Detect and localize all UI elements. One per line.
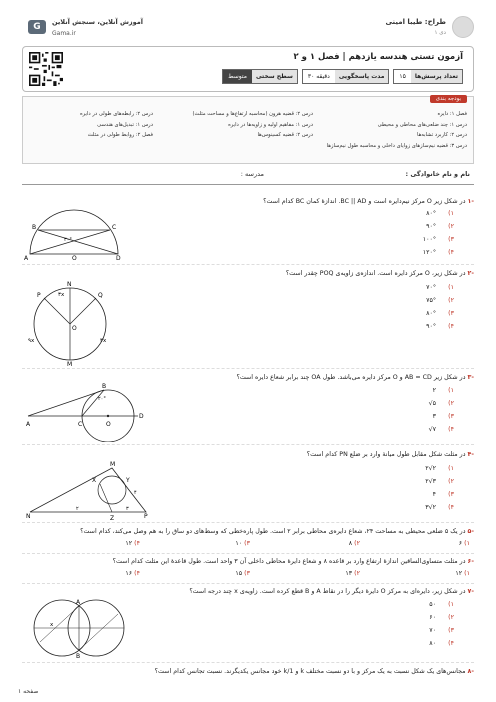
fig-label: ۲۰° [98,396,106,402]
option-value[interactable]: ۱۲ [455,570,463,577]
fig-label: P [144,513,148,520]
question-number: -۶ [467,558,474,565]
option-value[interactable]: ۱۲۰° [422,249,436,256]
question-number: -۲ [467,270,474,277]
fig-label: O [72,255,77,260]
fig-label: B [102,383,107,390]
option-value[interactable]: ۱۲ [125,540,133,547]
topic-item: درس ۲: کاربرد تشابه‌ها [416,132,467,138]
student-name-label[interactable]: نام و نام خانوادگی : [405,170,470,178]
topic-item: درس ۳: قضیه نیم‌سازهای زوایای داخلی و محاسبه طول نیم‌سازها [326,142,467,149]
fig-label: B [76,653,81,660]
question-text: در شکل زیر AB = CD و O مرکز دایره می‌باشد. طول OA چند برابر شعاع دایره است؟ [236,374,466,381]
fig-label: O [72,325,77,332]
fig-label: D [139,413,144,420]
question-number: -۱ [467,198,474,205]
fig-label: B [32,224,37,231]
chip-value: متوسط [223,70,252,83]
fig-label: A [26,421,31,428]
qr-code [29,52,63,86]
question-text: در شکل زیر، O مرکز دایره است. اندازه‌ی زاویه‌ی POQ چقدر است؟ [285,270,466,277]
gama-logo: G [28,20,46,34]
topic-item: درس ۲: رابطه‌های طولی در دایره [79,111,153,117]
option-value[interactable]: ۲√۲ [425,465,436,472]
figure-q7 [24,596,134,660]
fig-label: P [37,292,41,299]
option-value[interactable]: ۱۳ [345,570,353,577]
figure-q2 [28,280,112,366]
topic-item: درس ۱: مفاهیم اولیه و زاویه‌ها در دایره [228,121,313,128]
topic-item: درس ۲: قضیه هرون (محاسبه ارتفاع‌ها و مساحت مثلث) [192,111,313,117]
question-text: در شکل زیر O مرکز نیم‌دایره است و BC || AD. اندازهٔ کمان BC کدام است؟ [263,198,466,205]
question-8 [22,667,474,676]
fig-label: ۳۰° [64,237,72,243]
fig-label: A [24,255,29,260]
divider [22,184,474,185]
page-number: صفحه ۱ [18,688,39,695]
question-text: در مثلث متساوی‌الساقین اندازهٔ ارتفاع وارد بر قاعده ۸ و شعاع دایرهٔ محاطی داخلی آن ۳ واحد است. طول قاعدهٔ این مثلث کدام است؟ [112,558,466,565]
fig-label: Y [126,477,130,484]
option-value[interactable]: ۱۵ [235,570,243,577]
fig-label: ۴ [134,490,137,496]
fig-label: M [110,461,116,468]
fig-label: x [50,622,54,628]
question-count-chip [393,69,463,84]
question-text: در شکل زیر، دایره‌ای به مرکز O دایرهٔ دیگر را در نقاط A و B قطع کرده است. زاویه‌ی x چند درجه است؟ [189,588,466,595]
chip-key: سطح سختی [252,70,297,83]
fig-label: ۲ [76,506,79,512]
topic-item: درس ۱: تبدیل‌های هندسی [97,121,153,128]
fig-label: C [112,224,117,231]
option-4[interactable]: ۱۶ (۴ [125,570,140,577]
option-1[interactable]: ۶ (۱ [458,540,470,547]
fig-label: X [92,477,97,484]
question-3 [74,373,474,382]
option-value[interactable]: ۱۰۰° [422,236,436,243]
option-3[interactable]: ۱۰ (۳ [235,540,250,547]
question-1 [74,197,474,206]
question-4 [74,450,474,459]
option-value[interactable]: ۳ [432,413,436,420]
option-value[interactable]: ۵۰ [429,601,436,608]
topic-item: درس ۲: قضیه کسینوس‌ها [257,132,313,138]
author-name: طراح: طیبا امینی [385,18,446,26]
option-value[interactable]: ۷۵° [426,297,436,304]
options-4: ۲√۲ (۱ ۲√۳ (۲ ۴ (۳ ۳√۲ (۴ [414,462,474,514]
question-number: -۸ [467,668,474,675]
exam-meta [222,69,463,84]
separator [22,522,474,523]
option-4[interactable]: ۱۲ (۴ [125,540,140,547]
separator [22,662,474,663]
topics-column-3 [80,109,153,141]
chip-value: ۳۰ دقیقه [303,70,335,83]
fig-label: O [106,421,111,428]
question-number: -۴ [467,451,474,458]
separator [22,264,474,265]
duration-chip [302,69,390,84]
option-3[interactable]: ۱۵ (۳ [235,570,250,577]
option-value[interactable]: ۲ [432,387,436,394]
exam-title: آزمون تستی هندسه یازدهم | فصل ۱ و ۲ [293,52,463,62]
topics-column-2 [192,109,313,141]
topic-item: فصل ۲: روابط طولی در مثلث [87,132,153,138]
options-3: ۲ (۱ √۵ (۲ ۳ (۳ √۷ (۴ [414,384,474,436]
topic-item: فصل ۱: دایره [437,111,467,117]
topics-tag: بودجه بندی [430,95,467,103]
fig-label: C [78,421,83,428]
separator [22,553,474,554]
option-value[interactable]: ۳√۲ [425,504,436,511]
options-1: ۸۰° (۱ ۹۰° (۲ ۱۰۰° (۳ ۱۲۰° (۴ [414,207,474,259]
option-value[interactable]: ۹۰° [426,223,436,230]
option-value[interactable]: ۷۰° [426,284,436,291]
site-url[interactable]: Gama.ir [52,30,76,37]
chip-value: ۱۵ [394,70,410,83]
figure-q3 [26,382,156,442]
fig-label: A [76,599,81,606]
fig-label: M [67,361,73,366]
option-value[interactable]: ۷۰ [429,627,436,634]
option-value[interactable]: ۸۰° [426,310,436,317]
student-info [22,168,474,182]
fig-label: D [116,255,121,260]
figure-q1 [24,208,124,260]
fig-label: N [67,281,72,288]
topic-item: درس ۱: چند ضلعی‌های محاطی و محیطی [377,121,467,128]
option-value[interactable]: ۸ [348,540,353,547]
topics-box [22,96,474,164]
fig-label: Z [110,515,115,520]
option-2[interactable]: ۱۳ (۲ [345,570,360,577]
difficulty-chip [222,69,298,84]
school-label[interactable]: مدرسه : [240,170,264,178]
option-value[interactable]: ۴ [432,491,436,498]
figure-q4 [26,460,152,520]
option-value[interactable]: ۸۰° [426,210,436,217]
fig-label: ۴x [100,338,107,344]
option-value[interactable]: ۱۰ [235,540,243,547]
chip-key: تعداد پرسش‌ها [411,70,462,83]
question-text: در مثلث شکل مقابل طول میانهٔ وارد بر ضلع PN کدام است؟ [306,451,466,458]
options-7: ۵۰ (۱ ۶۰ (۲ ۷۰ (۳ ۸۰ (۴ [414,598,474,650]
question-2 [74,269,474,278]
fig-label: ۳ [126,506,129,512]
fig-label: ۹x [28,338,35,344]
option-value[interactable]: ۲√۳ [425,478,436,485]
question-text: در یک ۵ ضلعی محیطی به مساحت ۲۴، شعاع دایره‌ی محاطی برابر ۲ است. طول پاره‌خطی که وسط‌های دو ساق را به هم وصل می‌کند، کدام است؟ [80,528,466,535]
fig-label: N [26,513,31,520]
topics-column-1 [327,109,467,151]
question-number: -۳ [467,374,474,381]
option-1[interactable]: ۱۲ (۱ [455,570,470,577]
option-value[interactable]: √۵ [428,400,436,407]
question-6 [22,557,474,566]
separator [22,368,474,369]
question-number: -۵ [467,528,474,535]
exam-title-box [22,46,474,92]
option-2[interactable]: ۸ (۲ [348,540,360,547]
separator [22,583,474,584]
question-text: مجانس‌های یک شکل نسبت به یک مرکز و با دو نسبت مختلف k و 1/k خود مجانس یکدیگرند. نسبت تجانس کدام است؟ [154,668,466,675]
question-number: -۷ [467,588,474,595]
page-header [22,12,474,46]
option-value[interactable]: ۶ [458,540,463,547]
fig-label: Q [98,292,103,299]
question-5 [22,527,474,536]
author-date: دی ۱ [434,30,446,36]
options-2: ۷۰° (۱ ۷۵° (۲ ۸۰° (۳ ۹۰° (۴ [414,281,474,333]
option-value[interactable]: ۶۰ [429,614,436,621]
option-value[interactable]: ۸۰ [429,640,436,647]
author-avatar [452,16,474,38]
question-7 [22,587,474,596]
option-value[interactable]: √۷ [428,426,436,433]
brand-tagline: آموزش آنلاین، سنجش آنلاین [52,18,144,26]
option-value[interactable]: ۱۶ [125,570,133,577]
separator [22,444,474,445]
fig-label: ۳x [58,292,65,298]
option-value[interactable]: ۹۰° [426,323,436,330]
chip-key: مدت پاسخگویی [335,70,389,83]
